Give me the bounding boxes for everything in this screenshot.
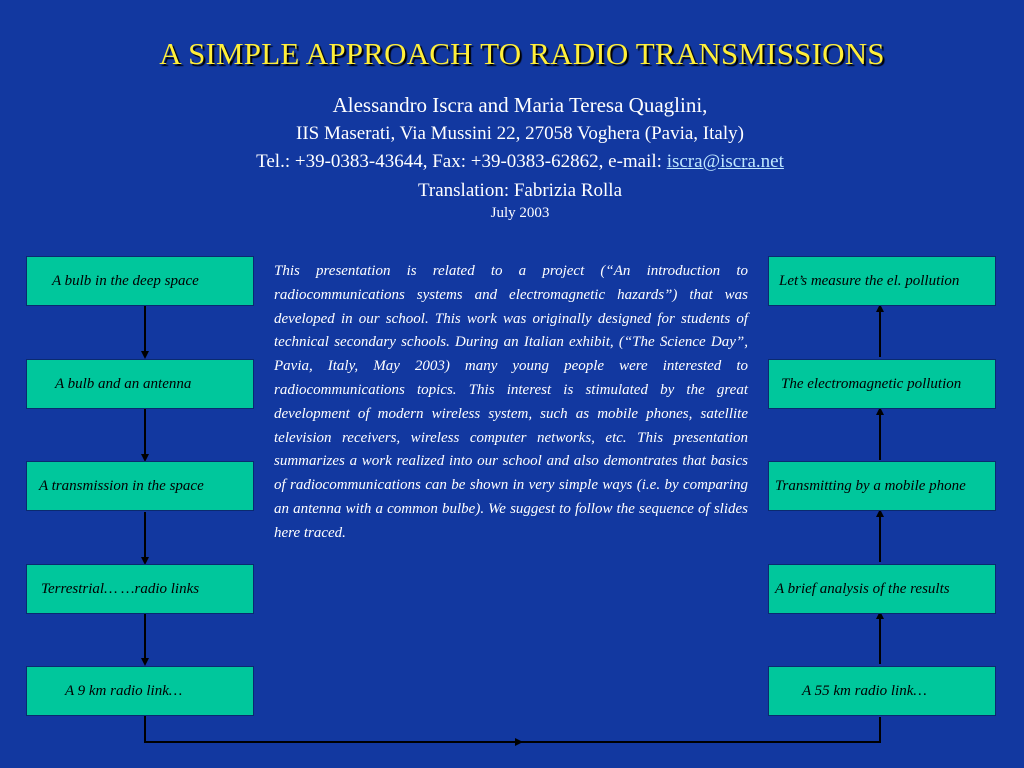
box-label: Let’s measure the el. pollution <box>779 273 960 289</box>
box-label: A transmission in the space <box>39 478 204 494</box>
translation-credit: Translation: Fabrizia Rolla <box>417 180 623 201</box>
box-bulb-deep-space[interactable] <box>26 256 254 306</box>
box-9km-radio-link[interactable] <box>26 666 254 716</box>
box-55km-radio-link[interactable] <box>768 666 996 716</box>
authors: Alessandro Iscra and Maria Teresa Quaglini, <box>332 93 708 117</box>
box-label: A 55 km radio link… <box>802 683 927 699</box>
box-mobile-phone[interactable] <box>768 461 996 511</box>
date: July 2003 <box>490 205 550 221</box>
contact-text: Tel.: +39-0383-43644, Fax: +39-0383-62862, e-mail: <box>256 151 667 172</box>
box-label: A bulb in the deep space <box>52 273 199 289</box>
abstract-text: This presentation is related to a project (“An introduction to radiocommunications systems and electromagnetic hazards”) that was developed in our school. This work was originally designed for students of technical secondary schools. During an Italian exhibit, (“The Science Day”, Pavia, Italy, May 2003) many young people were interested to radiocommunications topics. This interest is stimulated by the great development of modern wireless system, such as mobile phones, satellite television receivers, wireless computer networks, etc. This presentation summarizes a work realized into our school and also demontrates that basics of radiocommunications can be shown in very simple ways (i.e. by comparing an antenna with a common bulbe). We suggest to follow the sequence of slides here traced. <box>274 263 748 541</box>
box-measure-pollution[interactable] <box>768 256 996 306</box>
box-electromagnetic-pollution[interactable] <box>768 359 996 409</box>
box-label: A bulb and an antenna <box>55 376 192 392</box>
box-label: A brief analysis of the results <box>775 581 950 597</box>
box-bulb-antenna[interactable] <box>26 359 254 409</box>
email-link[interactable]: iscra@iscra.net <box>666 151 784 172</box>
address: IIS Maserati, Via Mussini 22, 27058 Voghera (Pavia, Italy) <box>296 123 744 144</box>
box-label: Terrestrial… …radio links <box>41 581 200 597</box>
bottom-connector <box>145 716 880 742</box>
box-label: The electromagnetic pollution <box>781 376 962 392</box>
page-title: A SIMPLE APPROACH TO RADIO TRANSMISSIONS <box>159 36 885 71</box>
box-transmission-space[interactable] <box>26 461 254 511</box>
box-label: A 9 km radio link… <box>65 683 183 699</box>
box-label: Transmitting by a mobile phone <box>775 478 966 494</box>
box-terrestrial-radio-links[interactable] <box>26 564 254 614</box>
box-analysis-results[interactable] <box>768 564 996 614</box>
